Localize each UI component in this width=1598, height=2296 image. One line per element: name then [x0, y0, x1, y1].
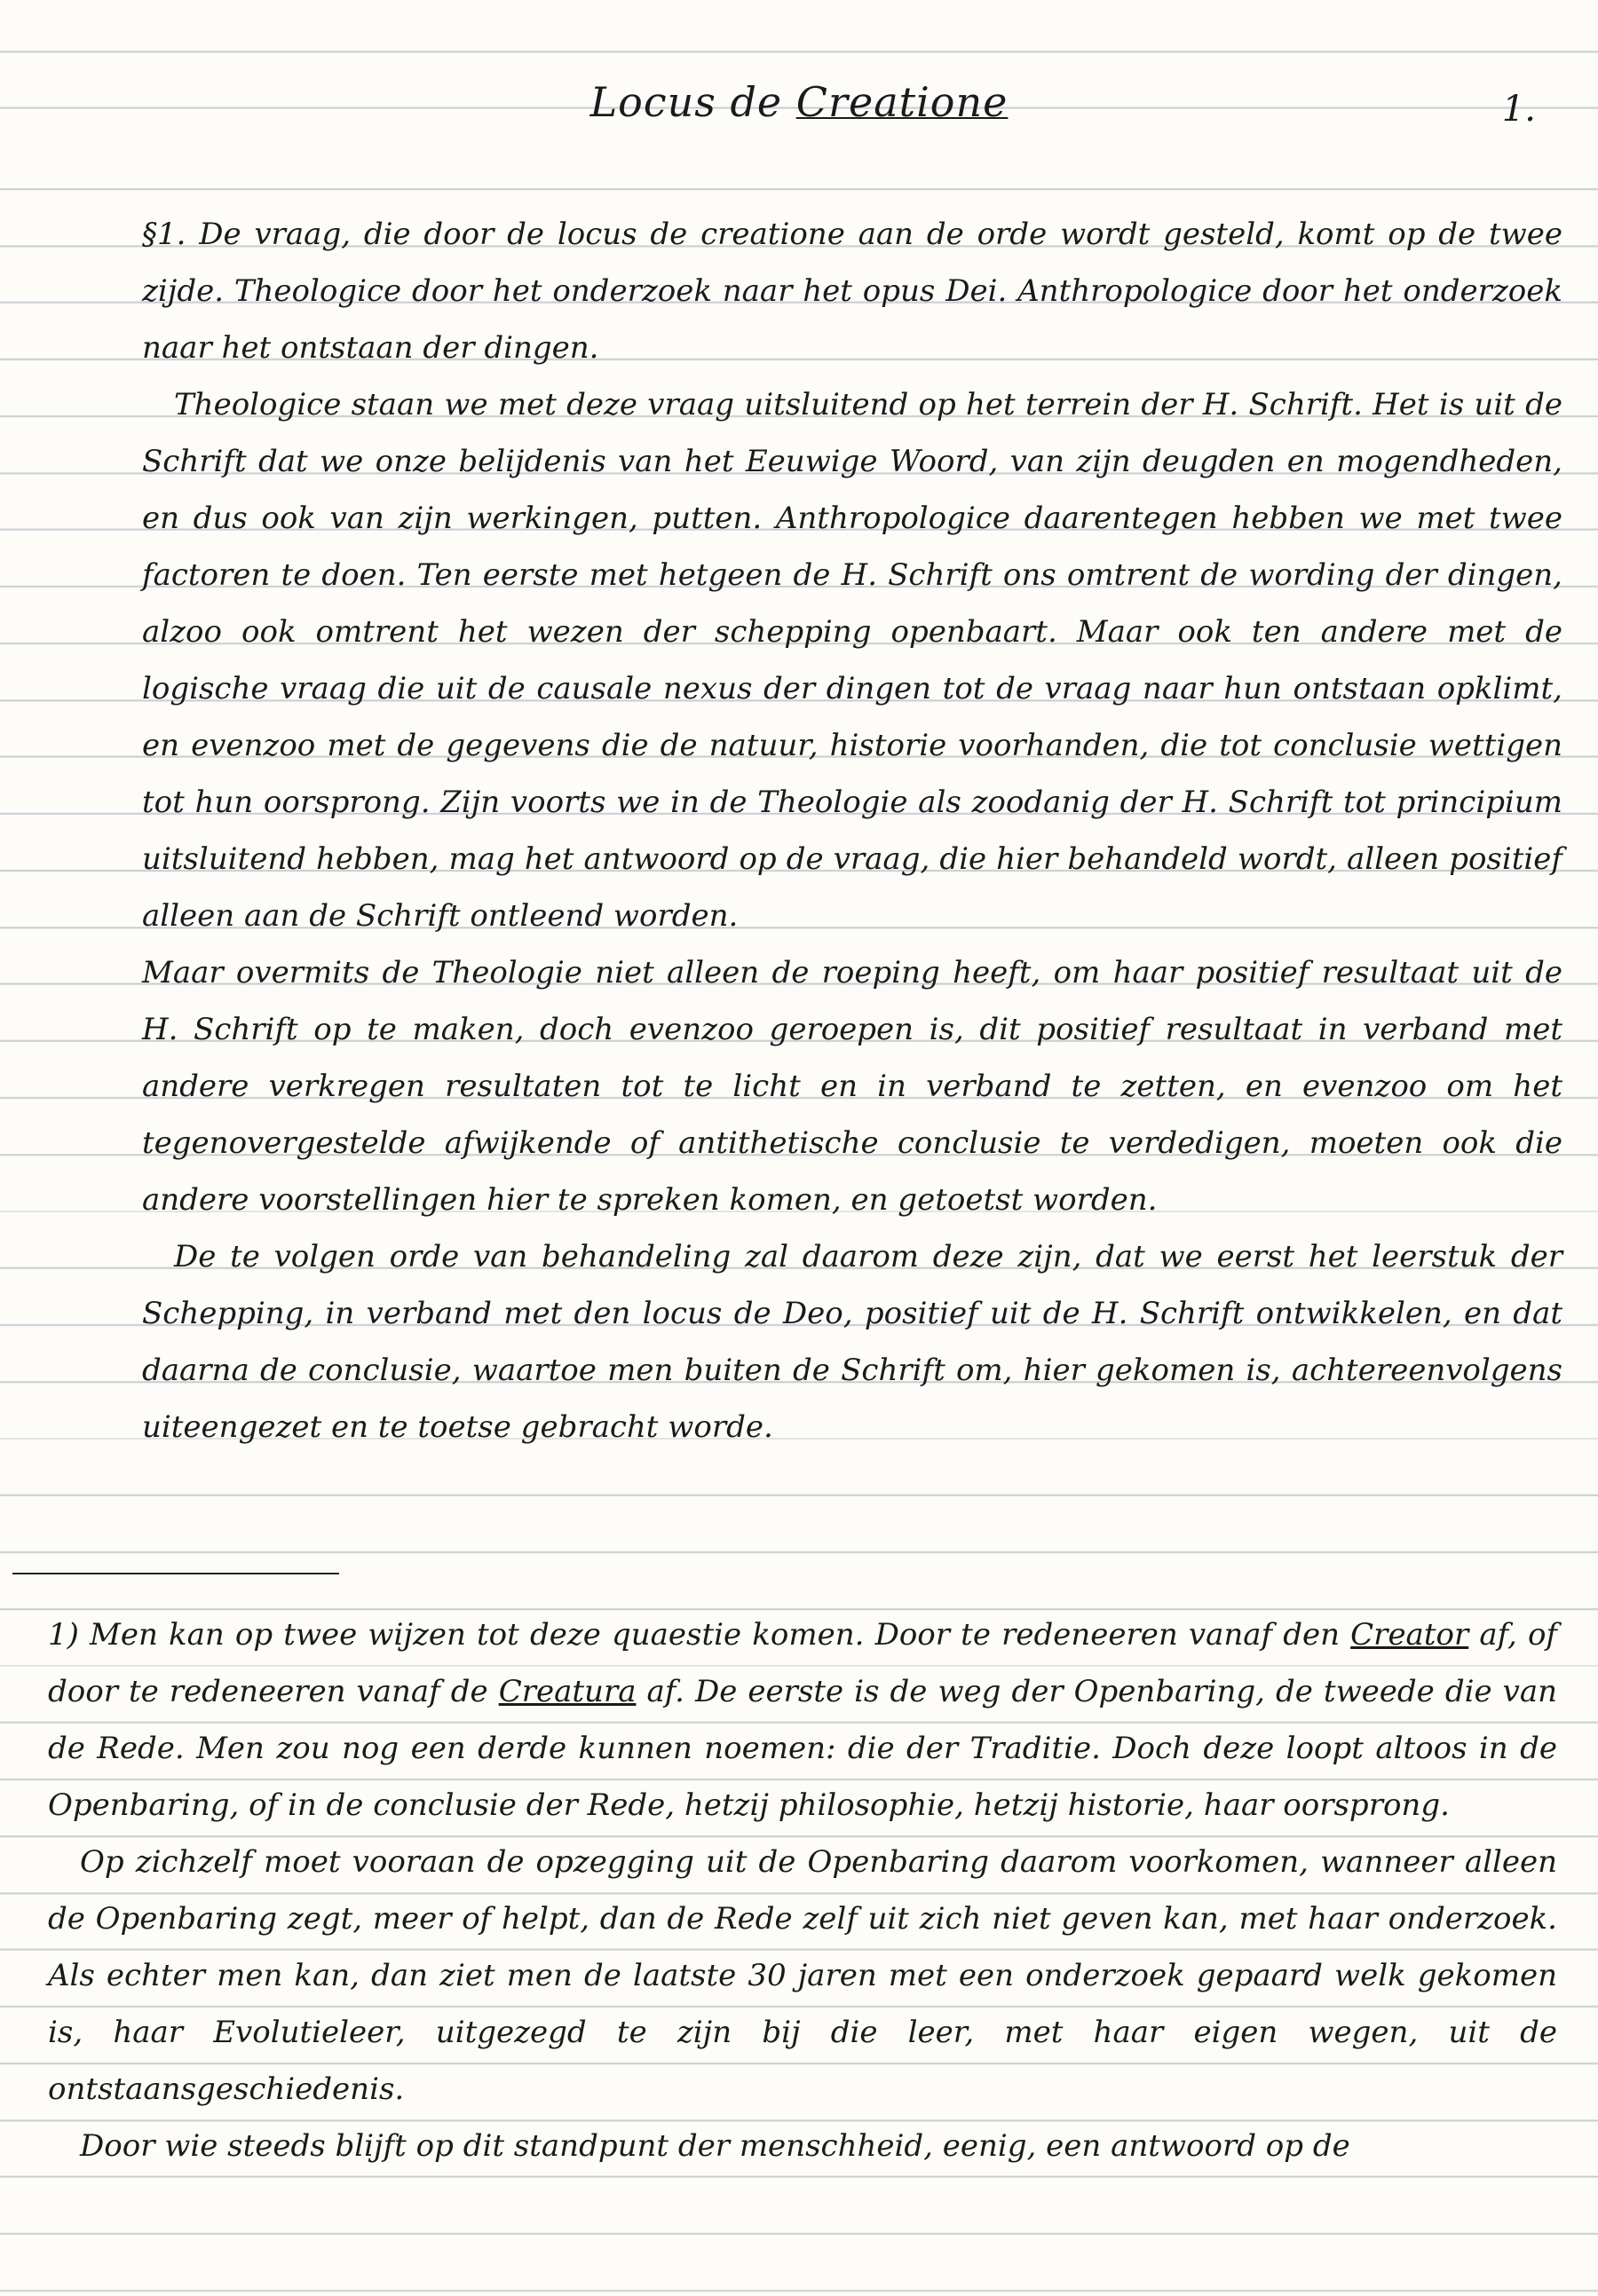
main-text: [142, 206, 1562, 1456]
title-underlined: Creatione: [795, 78, 1009, 126]
footnote-term-creatura: Creatura: [498, 1674, 637, 1709]
page-title: [0, 78, 1598, 126]
footnote-paragraph-2: Op zichzelf moet vooraan de opzegging uit de Openbaring daarom voorkomen, wanneer alleen de Openbaring zegt, meer of helpt, dan de Rede zelf uit zich niet geven kan, met haar onderzoek. Als echter men kan, dan ziet men de laatste 30 jaren met een onderzoek gepaard welk gekomen is, haar Evolutieleer, uitgezegd te zijn bij die leer, met haar eigen wegen, uit de ontstaansgeschiedenis.: [48, 1844, 1557, 2107]
title-prefix: Locus de: [589, 78, 783, 126]
footnote-marker: 1): [48, 1617, 79, 1653]
paragraph-3: Maar overmits de Theologie niet alleen de roeping heeft, om haar positief resultaat uit de H. Schrift op te maken, doch evenzoo geroepen is, dit positief resultaat in verband met andere verkregen resultaten tot te licht en in verband te zetten, en evenzoo om het tegenovergestelde afwijkende of antithetische conclusie te verdedigen, moeten ook die andere voorstellingen hier te spreken komen, en getoetst worden.: [142, 955, 1562, 1218]
footnote-text-c: af. De eerste is de weg der Openbaring, de tweede die van de Rede. Men zou nog een derde kunnen noemen: die der Traditie. Doch deze loopt altoos in de Openbaring, of in de conclusie der Rede, hetzij philosophie, hetzij historie, haar oorsprong.: [48, 1674, 1558, 1823]
footnote-term-creator: Creator: [1350, 1617, 1469, 1653]
footnote: [48, 1606, 1557, 2174]
footnote-text-b: af, of door te redeneeren vanaf de: [48, 1617, 1557, 1709]
paragraph-4: De te volgen orde van behandeling zal daarom deze zijn, dat we eerst het leerstuk der Schepping, in verband met den locus de Deo, positief uit de H. Schrift ontwikkelen, en dat daarna de conclusie, waartoe men buiten de Schrift om, hier gekomen is, achtereenvolgens uiteengezet en te toetse gebracht worde.: [142, 1239, 1562, 1445]
footnote-text-a: Men kan op twee wijzen tot deze quaestie komen. Door te redeneeren vanaf den: [90, 1617, 1341, 1653]
paragraph-1: §1. De vraag, die door de locus de creatione aan de orde wordt gesteld, komt op de twee zijde. Theologice door het onderzoek naar het opus Dei. Anthropologice door het onderzoek naar het ontstaan der dingen.: [142, 217, 1562, 366]
footnote-paragraph-1: [48, 1606, 1557, 1834]
footnote-paragraph-3: Door wie steeds blijft op dit standpunt der menschheid, eenig, een antwoord op de: [80, 2128, 1350, 2164]
page-number: 1.: [1501, 89, 1536, 130]
paragraph-2: Theologice staan we met deze vraag uitsluitend op het terrein der H. Schrift. Het is uit de Schrift dat we onze belijdenis van het Eeuwige Woord, van zijn deugden en mogendheden, en dus ook van zijn werkingen, putten. Anthropologice daarentegen hebben we met twee factoren te doen. Ten eerste met hetgeen de H. Schrift ons omtrent de wording der dingen, alzoo ook omtrent het wezen der schepping openbaart. Maar ook ten andere met de logische vraag die uit de causale nexus der dingen tot de vraag naar hun ontstaan opklimt, en evenzoo met de gegevens die de natuur, historie voorhanden, die tot conclusie wettigen tot hun oorsprong. Zijn voorts we in de Theologie als zoodanig der H. Schrift tot principium uitsluitend hebben, mag het antwoord op de vraag, die hier behandeld wordt, alleen positief alleen aan de Schrift ontleend worden.: [142, 387, 1562, 934]
footnote-divider: [12, 1573, 339, 1574]
